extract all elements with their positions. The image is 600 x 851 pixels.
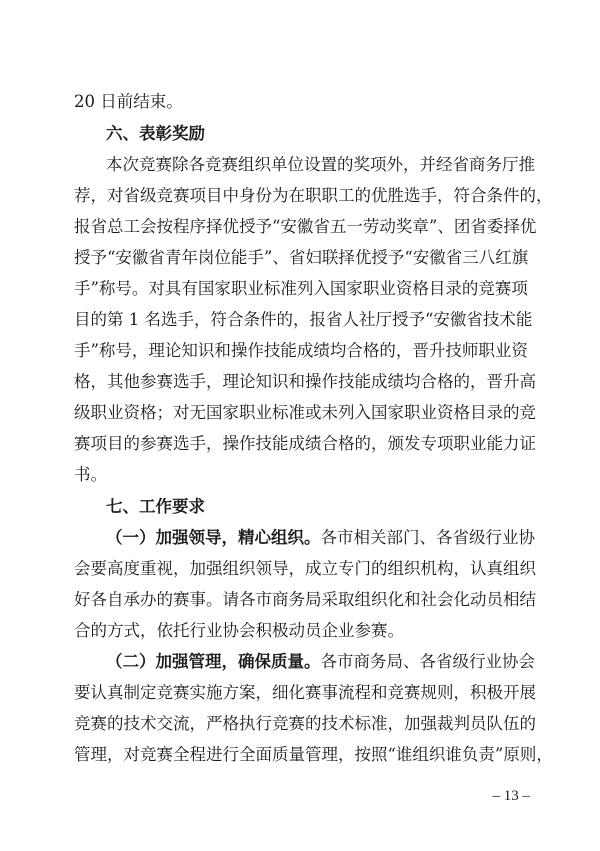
section-heading-requirements: 七、工作要求	[106, 497, 205, 516]
text-line: 手”称号。对具有国家职业标准列入国家职业资格目录的竞赛项	[74, 279, 528, 298]
text-line: 合的方式，依托行业协会积极动员企业参赛。	[74, 621, 404, 640]
text-line: 格，其他参赛选手，理论知识和操作技能成绩均合格的，晋升高	[74, 372, 536, 391]
text-span: 各市商务局、各省级行业协会	[320, 652, 535, 671]
text-line: 竞赛的技术交流，严格执行竞赛的技术标准，加强裁判员队伍的	[74, 714, 536, 733]
text-line: 目的第 1 名选手，符合条件的，报省人社厅授予“安徽省技术能	[74, 310, 533, 329]
subheading-management: （二）加强管理，确保质量。	[106, 652, 321, 671]
text-line: 管理，对竞赛全程进行全面质量管理，按照“谁组织谁负责”原则，	[74, 745, 553, 764]
subheading-leadership: （一）加强领导，精心组织。	[106, 528, 321, 547]
text-line: 书。	[74, 465, 107, 484]
text-line: 赛项目的参赛选手，操作技能成绩合格的，颁发专项职业能力证	[74, 434, 536, 453]
text-line: 要认真制定竞赛实施方案，细化赛事流程和竞赛规则，积极开展	[74, 683, 536, 702]
page-number: – 13 –	[492, 788, 530, 804]
section-heading-awards: 六、表彰奖励	[106, 124, 205, 143]
text-line: 级职业资格；对无国家职业标准或未列入国家职业资格目录的竞	[74, 403, 536, 422]
text-line: 报省总工会按程序择优授予“安徽省五一劳动奖章”、团省委择优	[74, 217, 537, 236]
text-line: 会要高度重视，加强组织领导，成立专门的组织机构，认真组织	[74, 559, 536, 578]
text-line: 好各自承办的赛事。请各市商务局采取组织化和社会化动员相结	[74, 590, 536, 609]
paragraph-lead-line	[106, 528, 535, 548]
text-line: 手”称号，理论知识和操作技能成绩均合格的，晋升技师职业资	[74, 341, 528, 360]
text-line: 授予“安徽省青年岗位能手”、省妇联择优授予“安徽省三八红旗	[74, 248, 529, 267]
text-line: 本次竞赛除各竞赛组织单位设置的奖项外，并经省商务厅推	[106, 155, 535, 174]
text-line: 荐，对省级竞赛项目中身份为在职职工的优胜选手，符合条件的，	[74, 186, 553, 205]
text-line: 20 日前结束。	[74, 92, 183, 111]
text-span: 各市相关部门、各省级行业协	[320, 528, 535, 547]
paragraph-lead-line	[106, 652, 535, 672]
